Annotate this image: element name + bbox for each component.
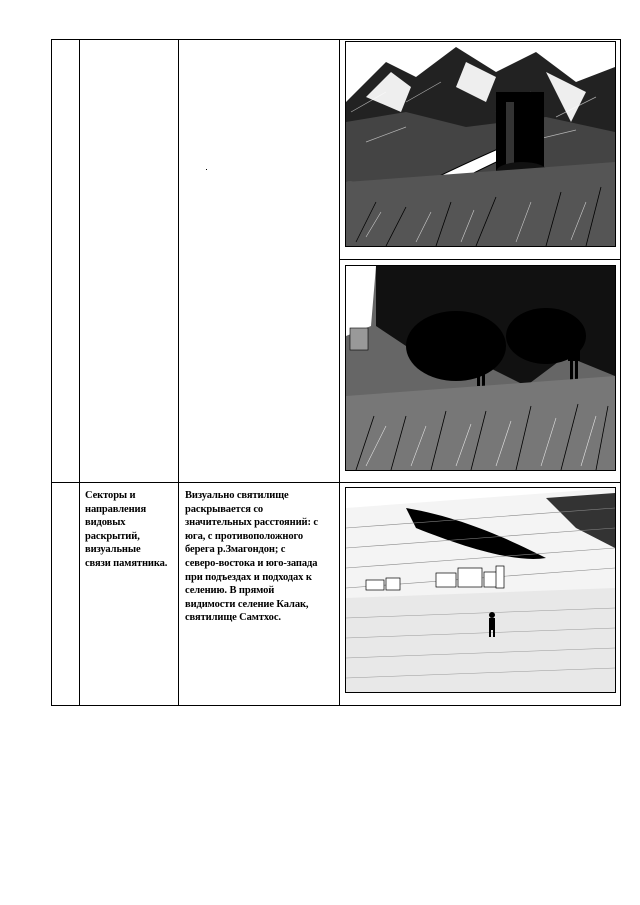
table-border-left	[51, 39, 52, 706]
photo-mountain-sanctuary-road	[345, 41, 616, 247]
table-row-divider	[51, 482, 621, 483]
row-label-visual-sectors: Секторы и направления видовых раскрытий, визуальные связи памятника.	[85, 490, 168, 569]
document-table	[51, 39, 621, 706]
table-border-bottom	[51, 705, 621, 706]
row-description-visual-sectors: Визуально святилище раскрывается со значительных расстояний: с юга, с противоположного берега р.Змагондон; с северо-востока и юго-запада при подъездах и подходах к селению. В прямой видимости селение Калак, святилище Самтхос.	[185, 490, 318, 624]
photo-valley-village-view	[345, 487, 616, 693]
table-rule-col3	[339, 39, 340, 706]
photo-divider	[339, 259, 621, 260]
photo-rock-shelter-people	[345, 265, 616, 471]
table-border-right	[620, 39, 621, 706]
scan-speck	[206, 169, 207, 170]
table-rule-col2	[178, 39, 179, 706]
table-border-top	[51, 39, 621, 40]
table-rule-col1	[79, 39, 80, 706]
